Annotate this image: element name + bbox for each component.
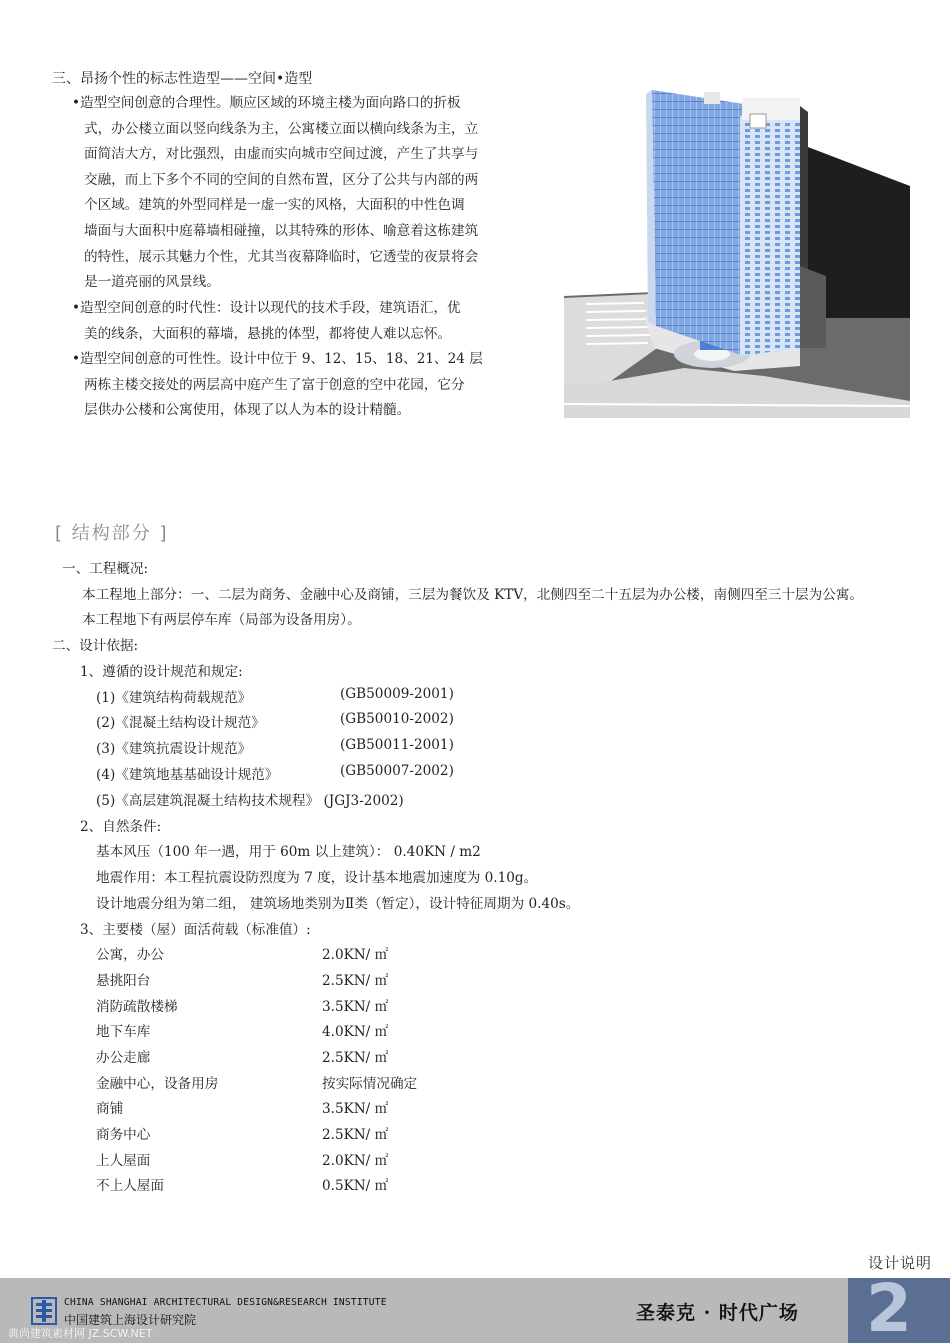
codes-subheading: 1、遵循的设计规范和规定: [80, 664, 243, 680]
load-value: 4.0KN/ ㎡ [322, 1024, 389, 1040]
text-line: 美的线条，大面积的幕墙，悬挑的体型，都将使人难以忘怀。 [84, 325, 452, 342]
text-line: 墙面与大面积中庭幕墙相碰撞，以其特殊的形体、喻意着这栋建筑 [84, 222, 479, 239]
load-name: 地下车库 [96, 1024, 151, 1040]
code-number: (GB50010-2002) [340, 711, 454, 727]
table-row [96, 1046, 416, 1066]
project-name: 圣泰克 · 时代广场 [636, 1302, 799, 1324]
load-value: 3.5KN/ ㎡ [322, 999, 389, 1015]
load-value: 2.0KN/ ㎡ [322, 1153, 389, 1169]
load-value: 3.5KN/ ㎡ [322, 1101, 389, 1117]
institute-name-english: CHINA SHANGHAI ARCHITECTURAL DESIGN&RESEARCH INSTITUTE [64, 1297, 387, 1308]
table-row [96, 1174, 416, 1194]
table-row [96, 969, 416, 989]
load-name: 商铺 [96, 1101, 124, 1117]
code-name: (2)《混凝土结构设计规范》 [96, 715, 265, 731]
code-number: (JGJ3-2002) [323, 793, 404, 809]
section-label: 设计说明 [868, 1254, 933, 1272]
overview-line: 本工程地上部分：一、二层为商务、金融中心及商铺，三层为餐饮及 KTV，北侧四至二十五层为办公楼，南侧四至三十层为公寓。 [82, 587, 864, 603]
institute-logo [30, 1296, 58, 1326]
table-row [96, 1020, 416, 1040]
design-paragraph-rationality [72, 91, 512, 296]
watermark: 典尚建筑素材网 JZ.SCW.NET [8, 1327, 153, 1340]
text-line: •造型空间创意的合理性。顺应区域的环境主楼为面向路口的折板 [72, 95, 461, 111]
text-line: 交融，而上下多个不同的空间的自然布置，区分了公共与内部的两 [84, 171, 479, 188]
load-name: 公寓，办公 [96, 947, 164, 963]
load-name: 消防疏散楼梯 [96, 999, 178, 1015]
table-row [96, 943, 416, 963]
nature-line: 基本风压（100 年一遇，用于 60m 以上建筑）： 0.40KN / m2 [96, 844, 481, 860]
list-item [96, 711, 546, 731]
design-paragraph-modernity [72, 296, 512, 347]
list-item [96, 789, 404, 809]
table-row [96, 1097, 416, 1117]
table-row [96, 1149, 416, 1169]
load-name: 不上人屋面 [96, 1178, 164, 1194]
page-number: 2 [866, 1270, 912, 1343]
structure-section-title: [ 结构部分 ] [55, 523, 169, 544]
table-row [96, 1072, 436, 1092]
code-number: (GB50007-2002) [340, 763, 454, 779]
load-name: 悬挑阳台 [96, 973, 151, 989]
nature-subheading: 2、自然条件: [80, 819, 162, 835]
text-line: •造型空间创意的可性性。设计中位于 9、12、15、18、21、24 层 [72, 351, 483, 367]
list-item [96, 686, 546, 706]
nature-line: 地震作用：本工程抗震设防烈度为 7 度，设计基本地震加速度为 0.10g。 [96, 870, 538, 886]
load-value: 2.5KN/ ㎡ [322, 973, 389, 989]
list-item [96, 763, 546, 783]
code-name: (4)《建筑地基基础设计规范》 [96, 767, 279, 783]
code-number: (GB50011-2001) [340, 737, 454, 753]
design-section-heading: 三、昂扬个性的标志性造型——空间•造型 [52, 71, 313, 87]
load-name: 金融中心，设备用房 [96, 1076, 219, 1092]
code-name: (3)《建筑抗震设计规范》 [96, 741, 252, 757]
text-line: •造型空间创意的时代性：设计以现代的技术手段，建筑语汇，优 [72, 300, 461, 316]
loads-subheading: 3、主要楼（屋）面活荷载（标准值）: [80, 922, 311, 938]
text-line: 个区域。建筑的外型同样是一虚一实的风格，大面积的中性色调 [84, 197, 465, 214]
design-basis-heading: 二、设计依据: [52, 638, 139, 654]
load-value: 按实际情况确定 [322, 1076, 418, 1092]
table-row [96, 995, 416, 1015]
design-paragraph-feasibility [72, 347, 512, 424]
text-line: 的特性，展示其魅力个性，尤其当夜幕降临时，它透莹的夜景将会 [84, 248, 479, 265]
load-value: 0.5KN/ ㎡ [322, 1178, 389, 1194]
text-line: 两栋主楼交接处的两层高中庭产生了富于创意的空中花园，它分 [84, 376, 465, 393]
code-name: (5)《高层建筑混凝土结构技术规程》 [96, 793, 320, 809]
text-line: 式，办公楼立面以竖向线条为主，公寓楼立面以横向线条为主，立 [84, 120, 479, 137]
table-row [96, 1123, 416, 1143]
load-value: 2.5KN/ ㎡ [322, 1050, 389, 1066]
text-line: 是一道亮丽的风景线。 [84, 274, 220, 291]
text-line: 层供办公楼和公寓使用，体现了以人为本的设计精髓。 [84, 402, 411, 419]
load-value: 2.0KN/ ㎡ [322, 947, 389, 963]
nature-line: 设计地震分组为第二组， 建筑场地类别为Ⅱ类（暂定），设计特征周期为 0.40s。 [96, 896, 580, 912]
overview-line: 本工程地下有两层停车库（局部为设备用房）。 [82, 612, 361, 628]
institute-name-chinese: 中国建筑上海设计研究院 [64, 1313, 197, 1327]
load-name: 办公走廊 [96, 1050, 151, 1066]
text-line: 面简洁大方，对比强烈，由虚而实向城市空间过渡，产生了共享与 [84, 146, 479, 163]
load-name: 商务中心 [96, 1127, 151, 1143]
code-name: (1)《建筑结构荷载规范》 [96, 690, 252, 706]
list-item [96, 737, 546, 757]
building-rendering [564, 86, 910, 418]
code-number: (GB50009-2001) [340, 686, 454, 702]
load-value: 2.5KN/ ㎡ [322, 1127, 389, 1143]
load-name: 上人屋面 [96, 1153, 151, 1169]
overview-heading: 一、工程概况: [62, 561, 149, 577]
